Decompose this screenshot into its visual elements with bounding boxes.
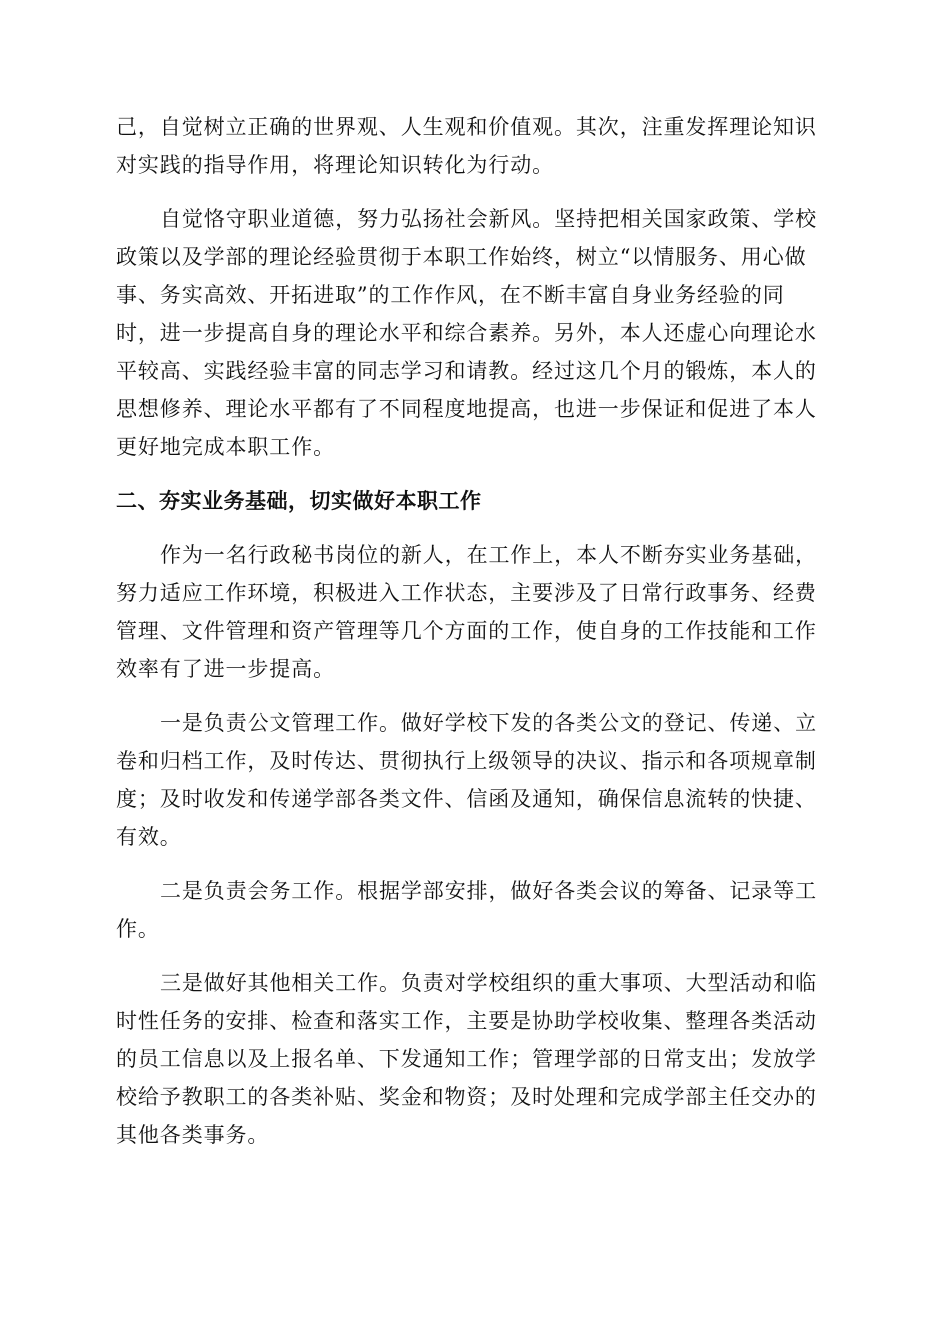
paragraph-line: 平较高、实践经验丰富的同志学习和请教。经过这几个月的锻炼，本人的 <box>116 359 817 383</box>
paragraph-3 <box>116 536 832 688</box>
paragraph-line: 的员工信息以及上报名单、下发通知工作；管理学部的日常支出；发放学 <box>116 1047 817 1071</box>
paragraph-line: 作为一名行政秘书岗位的新人，在工作上，本人不断夯实业务基础， <box>160 543 817 567</box>
paragraph-line: 自觉恪守职业道德，努力弘扬社会新风。坚持把相关国家政策、学校 <box>160 207 817 231</box>
paragraph-line: 效率有了进一步提高。 <box>116 657 335 681</box>
paragraph-2 <box>116 200 832 466</box>
paragraph-line: 卷和归档工作，及时传达、贯彻执行上级领导的决议、指示和各项规章制 <box>116 749 817 773</box>
paragraph-line: 其他各类事务。 <box>116 1123 270 1147</box>
paragraph-line: 时性任务的安排、检查和落实工作，主要是协助学校收集、整理各类活动 <box>116 1009 817 1033</box>
paragraph-5 <box>116 872 832 948</box>
paragraph-line: 对实践的指导作用，将理论知识转化为行动。 <box>116 153 554 177</box>
paragraph-line: 时，进一步提高自身的理论水平和综合素养。另外，本人还虚心向理论水 <box>116 321 817 345</box>
paragraph-line: 二是负责会务工作。根据学部安排，做好各类会议的筹备、记录等工 <box>160 879 817 903</box>
paragraph-line: 管理、文件管理和资产管理等几个方面的工作，使自身的工作技能和工作 <box>116 619 817 643</box>
paragraph-line: 努力适应工作环境，积极进入工作状态，主要涉及了日常行政事务、经费 <box>116 581 817 605</box>
paragraph-line: 事、务实高效、开拓进取”的工作作风，在不断丰富自身业务经验的同 <box>116 283 785 307</box>
paragraph-line: 三是做好其他相关工作。负责对学校组织的重大事项、大型活动和临 <box>160 971 817 995</box>
paragraph-line: 作。 <box>116 917 160 941</box>
paragraph-line: 校给予教职工的各类补贴、奖金和物资；及时处理和完成学部主任交办的 <box>116 1085 817 1109</box>
paragraph-6 <box>116 964 832 1154</box>
paragraph-line: 政策以及学部的理论经验贯彻于本职工作始终，树立“以情服务、用心做 <box>116 245 807 269</box>
paragraph-line: 度；及时收发和传递学部各类文件、信函及通知，确保信息流转的快捷、 <box>116 787 817 811</box>
paragraph-line: 更好地完成本职工作。 <box>116 435 335 459</box>
paragraph-4 <box>116 704 832 856</box>
paragraph-line: 一是负责公文管理工作。做好学校下发的各类公文的登记、传递、立 <box>160 711 817 735</box>
paragraph-line: 己，自觉树立正确的世界观、人生观和价值观。其次，注重发挥理论知识 <box>116 115 817 139</box>
paragraph-line: 思想修养、理论水平都有了不同程度地提高，也进一步保证和促进了本人 <box>116 397 817 421</box>
paragraph-line: 有效。 <box>116 825 182 849</box>
paragraph-1 <box>116 108 832 184</box>
section-heading: 二、夯实业务基础，切实做好本职工作 <box>116 489 482 513</box>
document-page <box>116 108 832 1170</box>
